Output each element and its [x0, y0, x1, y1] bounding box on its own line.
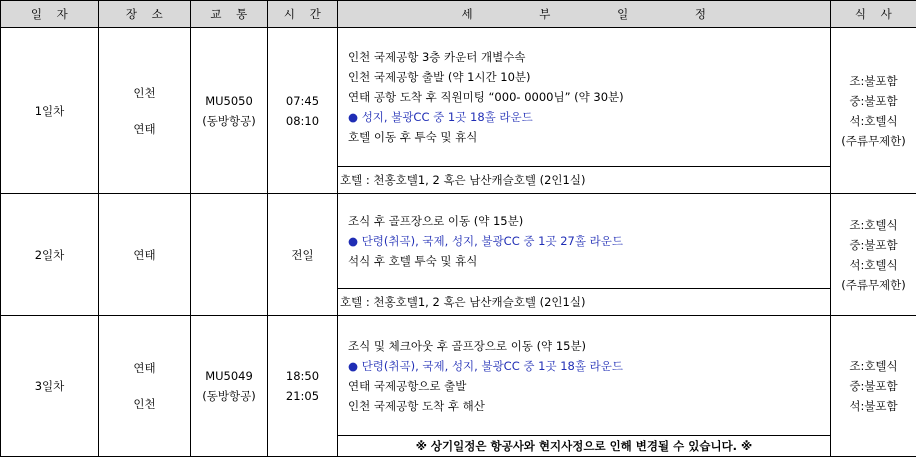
meal-dinner: 석:호텔식 [831, 255, 916, 275]
place-cell [99, 316, 191, 457]
detail-line: 호텔 이동 후 투숙 및 휴식 [348, 127, 830, 147]
detail-lines [338, 194, 830, 288]
departure-time: 07:45 [268, 91, 337, 111]
place-arrival: 연태 [99, 119, 190, 139]
flight-number: MU5049 [191, 366, 267, 386]
place-departure: 인천 [99, 83, 190, 103]
arrival-time: 08:10 [268, 111, 337, 131]
day-row-2 [1, 194, 916, 316]
place-arrival: 인천 [99, 394, 190, 414]
meal-lunch: 중:불포함 [831, 235, 916, 255]
transport-cell [191, 316, 268, 457]
meal-note: (주류무제한) [831, 131, 916, 151]
place-cell [99, 28, 191, 194]
day-row-1 [1, 28, 916, 194]
meal-breakfast: 조:호텔식 [831, 215, 916, 235]
airline-name: (동방항공) [191, 386, 267, 406]
departure-time: 18:50 [268, 366, 337, 386]
header-meal: 식 사 [831, 1, 916, 28]
golf-round-line: ● 단령(취곡), 국제, 성지, 불광CC 중 1곳 27홀 라운드 [348, 231, 830, 251]
day-label: 2일차 [1, 194, 99, 316]
header-day: 일 자 [1, 1, 99, 28]
arrival-time: 21:05 [268, 386, 337, 406]
day-label: 3일차 [1, 316, 99, 457]
detail-cell [338, 28, 831, 194]
time-cell [268, 316, 338, 457]
detail-lines [338, 316, 830, 435]
meal-breakfast: 조:불포함 [831, 71, 916, 91]
meal-lunch: 중:불포함 [831, 91, 916, 111]
detail-cell [338, 194, 831, 316]
detail-line: 인천 국제공항 출발 (약 1시간 10분) [348, 67, 830, 87]
day-row-3 [1, 316, 916, 457]
meal-dinner: 석:불포함 [831, 396, 916, 416]
meal-breakfast: 조:호텔식 [831, 356, 916, 376]
header-row [1, 1, 916, 28]
time-cell [268, 28, 338, 194]
place-cell [99, 194, 191, 316]
meal-cell [831, 194, 916, 316]
detail-cell [338, 316, 831, 457]
flight-number: MU5050 [191, 91, 267, 111]
meal-dinner: 석:호텔식 [831, 111, 916, 131]
meal-cell [831, 28, 916, 194]
golf-round-line: ● 성지, 불광CC 중 1곳 18홀 라운드 [348, 107, 830, 127]
transport-cell [191, 28, 268, 194]
day-label: 1일차 [1, 28, 99, 194]
time-cell [268, 194, 338, 316]
detail-line: 석식 후 호텔 투숙 및 휴식 [348, 251, 830, 271]
header-detail: 세 부 일 정 [338, 1, 831, 28]
meal-note: (주류무제한) [831, 275, 916, 295]
hotel-info: 호텔 : 천홍호텔1, 2 혹은 남산캐슬호텔 (2인1실) [338, 288, 830, 315]
detail-line: 조식 후 골프장으로 이동 (약 15분) [348, 211, 830, 231]
detail-line: 연태 국제공항으로 출발 [348, 376, 830, 396]
meal-lunch: 중:불포함 [831, 376, 916, 396]
place-stay: 연태 [99, 247, 190, 263]
schedule-notice: ※ 상기일정은 항공사와 현지사정으로 인해 변경될 수 있습니다. ※ [338, 435, 830, 456]
time-all-day: 전일 [268, 247, 337, 263]
meal-cell [831, 316, 916, 457]
transport-cell [191, 194, 268, 316]
detail-line: 연태 공항 도착 후 직원미팅 “000- 0000님” (약 30분) [348, 87, 830, 107]
hotel-info: 호텔 : 천홍호텔1, 2 혹은 남산캐슬호텔 (2인1실) [338, 166, 830, 193]
airline-name: (동방항공) [191, 111, 267, 131]
header-transport: 교 통 [191, 1, 268, 28]
detail-lines [338, 28, 830, 166]
header-place: 장 소 [99, 1, 191, 28]
detail-line: 인천 국제공항 3층 카운터 개별수속 [348, 47, 830, 67]
detail-line: 조식 및 체크아웃 후 골프장으로 이동 (약 15분) [348, 336, 830, 356]
place-departure: 연태 [99, 358, 190, 378]
header-time: 시 간 [268, 1, 338, 28]
detail-line: 인천 국제공항 도착 후 해산 [348, 396, 830, 416]
golf-round-line: ● 단령(취곡), 국제, 성지, 불광CC 중 1곳 18홀 라운드 [348, 356, 830, 376]
